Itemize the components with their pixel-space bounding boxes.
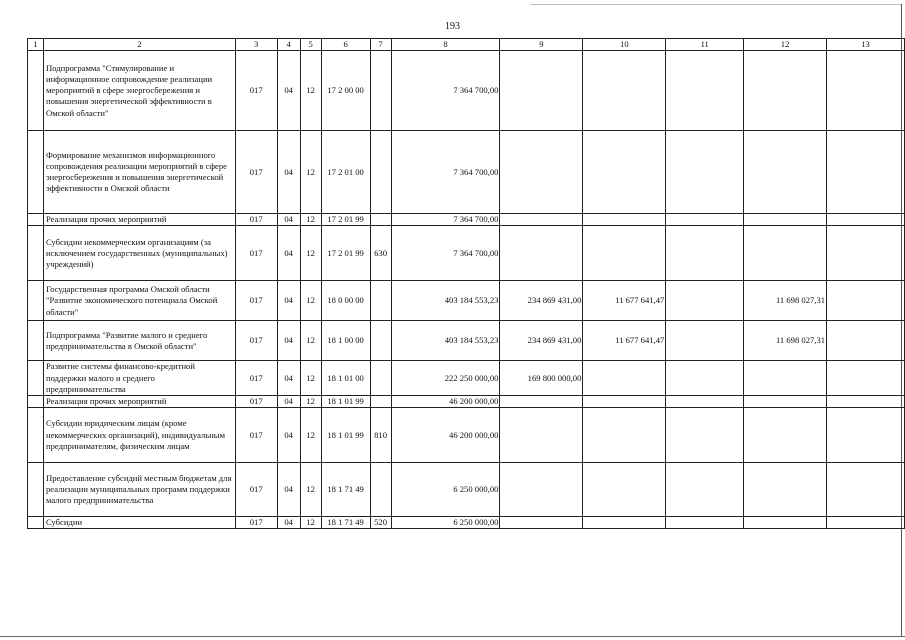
amount-cell (500, 463, 583, 517)
amount-cell (827, 396, 905, 408)
amount-cell (744, 226, 827, 281)
code-cell: 630 (370, 226, 391, 281)
code-cell (370, 51, 391, 131)
code-cell: 12 (300, 214, 321, 226)
code-cell: 12 (300, 131, 321, 214)
code-cell: 12 (300, 463, 321, 517)
code-cell: 810 (370, 408, 391, 463)
item-name-cell: Реализация прочих мероприятий (43, 214, 235, 226)
amount-cell: 6 250 000,00 (391, 517, 500, 529)
table-row (28, 396, 905, 408)
item-name-cell: Формирование механизмов информационного сопровождения реализации мероприятий в сфере энергосбережения и повышения энергетической эффективности в Омской области (43, 131, 235, 214)
amount-cell (744, 51, 827, 131)
col-header: 3 (235, 39, 277, 51)
code-cell: 017 (235, 463, 277, 517)
code-cell: 17 2 00 00 (321, 51, 370, 131)
amount-cell (666, 321, 744, 361)
row-index-cell (28, 51, 44, 131)
code-cell: 18 1 00 00 (321, 321, 370, 361)
col-header: 9 (500, 39, 583, 51)
amount-cell (827, 281, 905, 321)
code-cell: 12 (300, 321, 321, 361)
amount-cell (500, 408, 583, 463)
code-cell: 520 (370, 517, 391, 529)
code-cell: 12 (300, 517, 321, 529)
code-cell: 18 1 71 49 (321, 517, 370, 529)
row-index-cell (28, 361, 44, 396)
row-index-cell (28, 281, 44, 321)
table-row (28, 281, 905, 321)
amount-cell (500, 131, 583, 214)
code-cell (370, 131, 391, 214)
amount-cell (666, 214, 744, 226)
col-header: 1 (28, 39, 44, 51)
code-cell: 17 2 01 00 (321, 131, 370, 214)
item-name-cell: Субсидии некоммерческим организациям (за исключением государственных (муниципальных) учреждений) (43, 226, 235, 281)
amount-cell (583, 214, 666, 226)
code-cell (370, 281, 391, 321)
code-cell: 12 (300, 51, 321, 131)
amount-cell (666, 51, 744, 131)
amount-cell (827, 361, 905, 396)
row-index-cell (28, 463, 44, 517)
code-cell: 04 (277, 226, 300, 281)
amount-cell (666, 517, 744, 529)
code-cell: 12 (300, 361, 321, 396)
code-cell: 017 (235, 281, 277, 321)
table-row (28, 361, 905, 396)
table-row (28, 51, 905, 131)
code-cell: 18 1 01 99 (321, 408, 370, 463)
code-cell: 04 (277, 281, 300, 321)
item-name-cell: Подпрограмма "Стимулирование и информационное сопровождение реализации мероприятий в сфере энергосбережения и повышения энергетической эффективности в Омской области" (43, 51, 235, 131)
code-cell: 17 2 01 99 (321, 226, 370, 281)
code-cell: 04 (277, 214, 300, 226)
amount-cell: 403 184 553,23 (391, 321, 500, 361)
amount-cell (744, 463, 827, 517)
amount-cell (583, 51, 666, 131)
code-cell (370, 321, 391, 361)
col-header: 8 (391, 39, 500, 51)
amount-cell: 7 364 700,00 (391, 131, 500, 214)
top-scan-line (530, 4, 902, 5)
code-cell: 017 (235, 396, 277, 408)
row-index-cell (28, 396, 44, 408)
bottom-scan-edge (0, 636, 905, 637)
amount-cell: 11 677 641,47 (583, 321, 666, 361)
amount-cell (500, 517, 583, 529)
table-row (28, 463, 905, 517)
amount-cell (500, 51, 583, 131)
code-cell: 017 (235, 361, 277, 396)
amount-cell (583, 396, 666, 408)
code-cell: 12 (300, 226, 321, 281)
table-row (28, 517, 905, 529)
amount-cell (666, 131, 744, 214)
amount-cell (744, 517, 827, 529)
amount-cell: 7 364 700,00 (391, 214, 500, 226)
code-cell: 04 (277, 321, 300, 361)
amount-cell (500, 214, 583, 226)
amount-cell (583, 517, 666, 529)
table-body (28, 39, 905, 529)
code-cell: 12 (300, 396, 321, 408)
item-name-cell: Субсидии (43, 517, 235, 529)
amount-cell: 11 677 641,47 (583, 281, 666, 321)
column-number-header (28, 39, 905, 51)
amount-cell (583, 463, 666, 517)
col-header: 5 (300, 39, 321, 51)
amount-cell (827, 463, 905, 517)
code-cell: 18 0 00 00 (321, 281, 370, 321)
code-cell: 017 (235, 517, 277, 529)
code-cell: 18 1 01 99 (321, 396, 370, 408)
item-name-cell: Реализация прочих мероприятий (43, 396, 235, 408)
item-name-cell: Развитие системы финансово-кредитной поддержки малого и среднего предпринимательства (43, 361, 235, 396)
amount-cell (666, 281, 744, 321)
amount-cell (583, 131, 666, 214)
col-header: 6 (321, 39, 370, 51)
code-cell (370, 396, 391, 408)
amount-cell (827, 408, 905, 463)
amount-cell: 169 800 000,00 (500, 361, 583, 396)
code-cell: 04 (277, 361, 300, 396)
amount-cell (666, 408, 744, 463)
amount-cell: 234 869 431,00 (500, 281, 583, 321)
col-header: 2 (43, 39, 235, 51)
amount-cell (583, 226, 666, 281)
row-index-cell (28, 321, 44, 361)
amount-cell: 234 869 431,00 (500, 321, 583, 361)
amount-cell (744, 361, 827, 396)
code-cell: 017 (235, 131, 277, 214)
table-row (28, 131, 905, 214)
table-row (28, 226, 905, 281)
code-cell: 18 1 71 49 (321, 463, 370, 517)
code-cell: 04 (277, 51, 300, 131)
amount-cell: 7 364 700,00 (391, 226, 500, 281)
amount-cell: 6 250 000,00 (391, 463, 500, 517)
amount-cell (583, 408, 666, 463)
amount-cell (827, 226, 905, 281)
amount-cell (744, 396, 827, 408)
amount-cell (666, 361, 744, 396)
table-row (28, 214, 905, 226)
item-name-cell: Субсидии юридическим лицам (кроме некоммерческих организаций), индивидуальным предпринимателям, физическим лицам (43, 408, 235, 463)
amount-cell: 403 184 553,23 (391, 281, 500, 321)
col-header: 11 (666, 39, 744, 51)
amount-cell: 222 250 000,00 (391, 361, 500, 396)
item-name-cell: Подпрограмма "Развитие малого и среднего предпринимательства в Омской области" (43, 321, 235, 361)
col-header: 13 (827, 39, 905, 51)
col-header: 4 (277, 39, 300, 51)
row-index-cell (28, 517, 44, 529)
item-name-cell: Государственная программа Омской области "Развитие экономического потенциала Омской области" (43, 281, 235, 321)
amount-cell (827, 131, 905, 214)
amount-cell: 11 698 027,31 (744, 321, 827, 361)
amount-cell: 11 698 027,31 (744, 281, 827, 321)
amount-cell: 46 200 000,00 (391, 396, 500, 408)
amount-cell (744, 131, 827, 214)
amount-cell (500, 396, 583, 408)
code-cell: 04 (277, 463, 300, 517)
code-cell: 04 (277, 396, 300, 408)
amount-cell (666, 396, 744, 408)
code-cell (370, 214, 391, 226)
row-index-cell (28, 408, 44, 463)
page-number: 193 (445, 21, 460, 32)
amount-cell (583, 361, 666, 396)
budget-table (27, 38, 905, 529)
code-cell (370, 463, 391, 517)
code-cell: 12 (300, 281, 321, 321)
code-cell: 017 (235, 408, 277, 463)
code-cell (370, 361, 391, 396)
row-index-cell (28, 131, 44, 214)
col-header: 7 (370, 39, 391, 51)
amount-cell (500, 226, 583, 281)
amount-cell: 7 364 700,00 (391, 51, 500, 131)
code-cell: 017 (235, 226, 277, 281)
code-cell: 12 (300, 408, 321, 463)
code-cell: 04 (277, 408, 300, 463)
code-cell: 18 1 01 00 (321, 361, 370, 396)
row-index-cell (28, 226, 44, 281)
table-row (28, 321, 905, 361)
item-name-cell: Предоставление субсидий местным бюджетам для реализации муниципальных программ поддержки малого предпринимательства (43, 463, 235, 517)
amount-cell (744, 408, 827, 463)
code-cell: 017 (235, 321, 277, 361)
code-cell: 04 (277, 517, 300, 529)
amount-cell (827, 214, 905, 226)
code-cell: 017 (235, 214, 277, 226)
amount-cell (744, 214, 827, 226)
code-cell: 04 (277, 131, 300, 214)
amount-cell (827, 321, 905, 361)
col-header: 10 (583, 39, 666, 51)
code-cell: 017 (235, 51, 277, 131)
code-cell: 17 2 01 99 (321, 214, 370, 226)
row-index-cell (28, 214, 44, 226)
table-row (28, 408, 905, 463)
amount-cell (827, 517, 905, 529)
amount-cell (827, 51, 905, 131)
amount-cell (666, 463, 744, 517)
col-header: 12 (744, 39, 827, 51)
amount-cell (666, 226, 744, 281)
amount-cell: 46 200 000,00 (391, 408, 500, 463)
